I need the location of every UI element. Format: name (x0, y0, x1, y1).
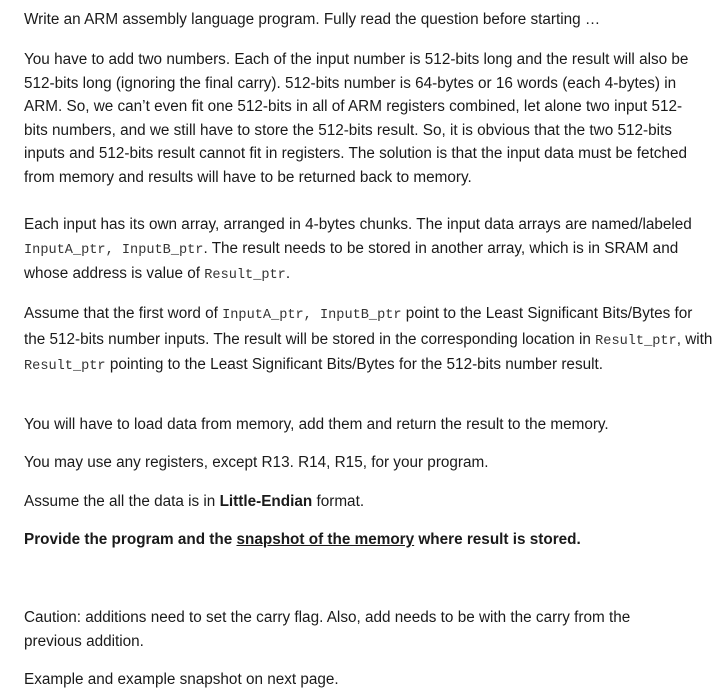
snapshot-underlined: snapshot of the memory (236, 531, 415, 548)
para7-text-2: where result is stored. (414, 531, 581, 548)
paragraph-problem-statement: You have to add two numbers. Each of the input number is 512-bits long and the result will also be 512-bits long (ignoring the final carry). 512-bits number is 64-bytes or 16 words (each 4-bytes) in ARM. So, we can’t even fit one 512-bits in all of ARM registers combined, let alone two input 512-bits numbers, and we still have to store the 512-bits result. So, it is obvious that the two 512-bits inputs and 512-bits result cannot fit in registers. The solution is that the input data must be fetched from memory and results will have to be returned back to memory. (24, 51, 689, 186)
paragraph-input-arrays (24, 213, 714, 288)
para3-text-2: point to the Least Significant Bits/Bytes for the 512-bits number inputs. The result will be stored in the corresponding location in (24, 305, 693, 348)
para2-text-1: Each input has its own array, arranged in 4-bytes chunks. The input data arrays are named/labeled (24, 216, 692, 233)
para3-text-4: pointing to the Least Significant Bits/Bytes for the 512-bits number result. (105, 356, 603, 374)
paragraph-caution: Caution: additions need to set the carry flag. Also, add needs to be with the carry from the previous addition. (24, 609, 631, 650)
code-result-ptr-3: Result_ptr (24, 359, 106, 375)
paragraph-lsb-assumption (24, 302, 714, 379)
little-endian-bold: Little-Endian (219, 493, 313, 510)
code-inputa-inputb: InputA_ptr, InputB_ptr (24, 242, 204, 258)
para3-text-3: , with (676, 330, 713, 348)
heading-line: Write an ARM assembly language program. Fully read the question before starting … (24, 11, 601, 28)
code-result-ptr: Result_ptr (204, 268, 286, 284)
para2-text-3: . (285, 265, 291, 283)
para7-text-1: Provide the program and the (24, 531, 237, 548)
para6-text-1: Assume the all the data is in (24, 493, 220, 510)
paragraph-load-add-return: You will have to load data from memory, add them and return the result to the memory. (24, 416, 609, 433)
para3-text-1: Assume that the first word of (24, 305, 223, 322)
para2-text-2: . The result needs to be stored in another array, which is in SRAM and whose address is value of (24, 239, 679, 283)
paragraph-registers: You may use any registers, except R13. R14, R15, for your program. (24, 454, 489, 471)
code-result-ptr-2: Result_ptr (595, 333, 677, 349)
paragraph-deliverables (24, 528, 714, 552)
paragraph-endianness (24, 490, 714, 514)
paragraph-next-page: Example and example snapshot on next page. (24, 671, 339, 688)
para6-text-2: format. (312, 493, 365, 510)
code-inputa-inputb-2: InputA_ptr, InputB_ptr (222, 308, 402, 323)
